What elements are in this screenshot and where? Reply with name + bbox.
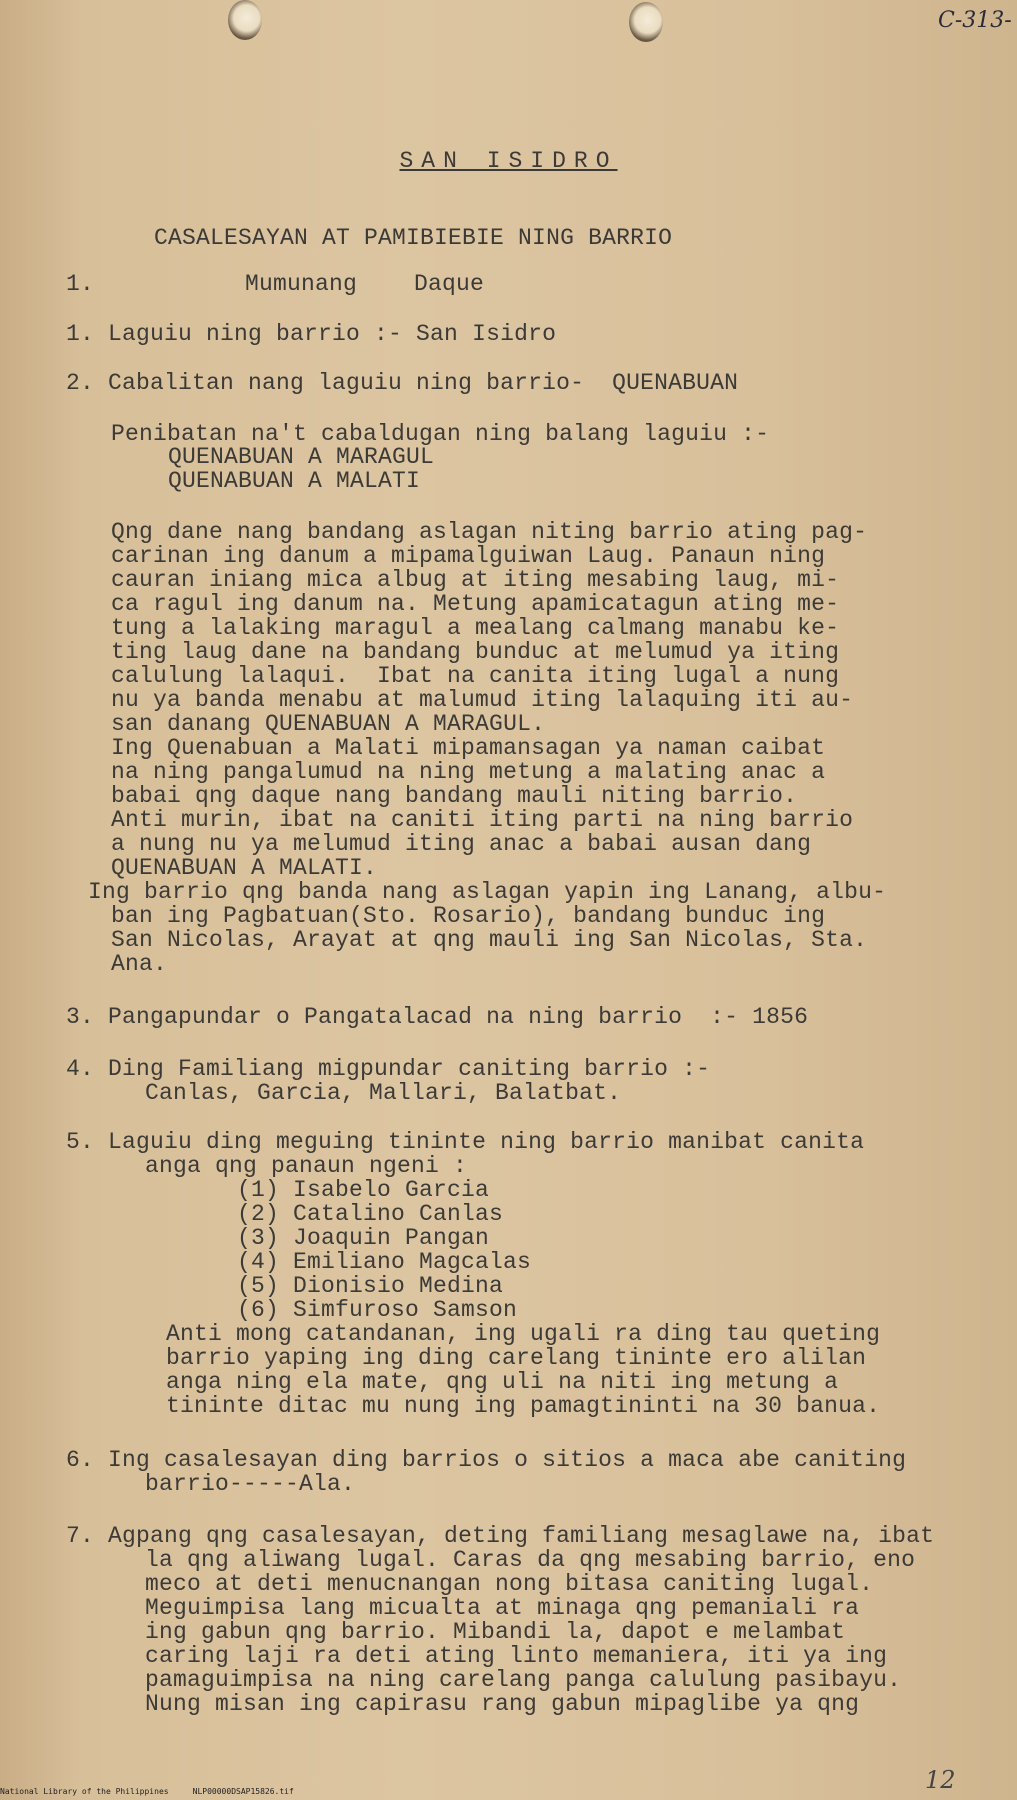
part-number: 1.: [66, 271, 95, 297]
page-number: 12: [925, 1766, 956, 1794]
text-line: calulung lalaqui. Ibat na canita iting lugal a nung: [111, 663, 840, 689]
text-line: QUENABUAN A MALATI: [168, 468, 421, 494]
text-line: 3. Pangapundar o Pangatalacad na ning barrio :- 1856: [66, 1004, 809, 1030]
text-line: nu ya banda menabu at malumud iting lalaquing iti au-: [111, 687, 854, 713]
text-line: Ing Quenabuan a Malati mipamansagan ya naman caibat: [111, 735, 826, 761]
text-line: carinan ing danum a mipamalguiwan Laug. Panaun ning: [111, 543, 826, 569]
list-item: (5) Dionisio Medina: [237, 1273, 504, 1299]
part-label: Mumunang: [245, 271, 358, 297]
text-line: QUENABUAN A MALATI.: [111, 855, 378, 881]
text-line: Anti mong catandanan, ing ugali ra ding tau queting: [166, 1321, 881, 1347]
text-line: caring laji ra deti ating linto memaniera, iti ya ing: [145, 1643, 888, 1669]
text-line: barrio yaping ing ding carelang tininte ero alilan: [166, 1345, 867, 1371]
list-item: (4) Emiliano Magcalas: [237, 1249, 532, 1275]
text-line: ing gabun qng barrio. Mibandi la, dapot e melambat: [145, 1619, 846, 1645]
punch-hole-right: [629, 2, 663, 42]
text-line: 4. Ding Familiang migpundar caniting barrio :-: [66, 1056, 711, 1082]
text-line: Anti murin, ibat na caniti iting parti na ning barrio: [111, 807, 854, 833]
text-line: barrio-----Ala.: [145, 1471, 356, 1497]
punch-hole-left: [228, 0, 262, 40]
list-item: (1) Isabelo Garcia: [237, 1177, 490, 1203]
text-line: tung a lalaking maragul a mealang calmang manabu ke-: [111, 615, 840, 641]
list-item: (3) Joaquin Pangan: [237, 1225, 490, 1251]
text-line: tininte ditac mu nung ing pamagtininti na 30 banua.: [166, 1393, 881, 1419]
text-line: anga ning ela mate, qng uli na niti ing metung a: [166, 1369, 839, 1395]
text-line: 7. Agpang qng casalesayan, deting familiang mesaglawe na, ibat: [66, 1523, 935, 1549]
text-line: meco at deti menucnangan nong bitasa caniting lugal.: [145, 1571, 874, 1597]
text-line: 2. Cabalitan nang laguiu ning barrio- QUENABUAN: [66, 370, 739, 396]
text-line: cauran iniang mica albug at iting mesabing laug, mi-: [111, 567, 840, 593]
text-line: ca ragul ing danum na. Metung apamicatagun ating me-: [111, 591, 840, 617]
text-line: ban ing Pagbatuan(Sto. Rosario), bandang bunduc ing: [111, 903, 826, 929]
text-line: 6. Ing casalesayan ding barrios o sitios a maca abe caniting: [66, 1447, 907, 1473]
text-line: QUENABUAN A MARAGUL: [168, 444, 435, 470]
archive-footer: National Library of the Philippines NLP00000DSAP15826.tif: [0, 1787, 294, 1796]
text-line: Ana.: [111, 951, 168, 977]
text-line: anga qng panaun ngeni :: [145, 1153, 468, 1179]
subtitle: CASALESAYAN AT PAMIBIEBIE NING BARRIO: [154, 225, 673, 251]
reference-mark: C-313-: [938, 8, 1012, 33]
list-item: (6) Simfuroso Samson: [237, 1297, 518, 1323]
text-line: Ing barrio qng banda nang aslagan yapin ing Lanang, albu-: [88, 879, 887, 905]
part-label-2: Daque: [414, 271, 485, 297]
text-line: na ning pangalumud na ning metung a malating anac a: [111, 759, 826, 785]
page-title: SAN ISIDRO: [399, 148, 618, 174]
text-line: Nung misan ing capirasu rang gabun mipaglibe ya qng: [145, 1691, 860, 1717]
text-line: 1. Laguiu ning barrio :- San Isidro: [66, 321, 557, 347]
list-item: (2) Catalino Canlas: [237, 1201, 504, 1227]
text-line: pamaguimpisa na ning carelang panga calulung pasibayu.: [145, 1667, 902, 1693]
text-line: Qng dane nang bandang aslagan niting barrio ating pag-: [111, 519, 868, 545]
text-line: ting laug dane na bandang bunduc at melumud ya iting: [111, 639, 840, 665]
text-line: Canlas, Garcia, Mallari, Balatbat.: [145, 1080, 622, 1106]
text-line: babai qng daque nang bandang mauli niting barrio.: [111, 783, 798, 809]
text-line: San Nicolas, Arayat at qng mauli ing San Nicolas, Sta.: [111, 927, 868, 953]
text-line: san danang QUENABUAN A MARAGUL.: [111, 711, 546, 737]
text-line: Meguimpisa lang micualta at minaga qng pemaniali ra: [145, 1595, 860, 1621]
text-line: a nung nu ya melumud iting anac a babai ausan dang: [111, 831, 812, 857]
text-line: la qng aliwang lugal. Caras da qng mesabing barrio, eno: [145, 1547, 916, 1573]
text-line: 5. Laguiu ding meguing tininte ning barrio manibat canita: [66, 1129, 865, 1155]
text-line: Penibatan na't cabaldugan ning balang laguiu :-: [111, 421, 770, 447]
